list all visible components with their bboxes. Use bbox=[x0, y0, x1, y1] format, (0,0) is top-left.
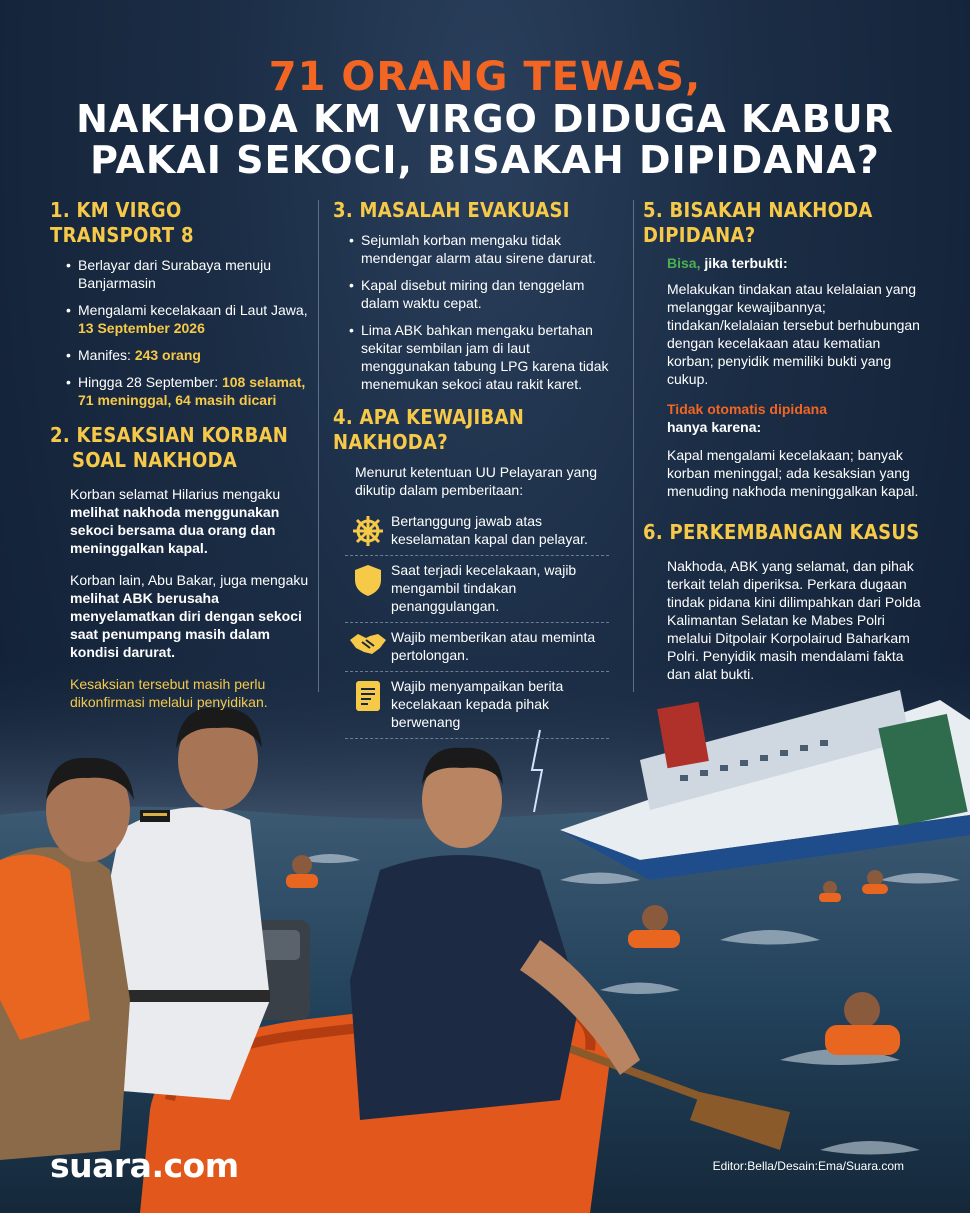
section2-testimony-1: Korban selamat Hilarius mengaku melihat nakhoda menggunakan sekoci bersama dua orang dan meninggalkan kapal. bbox=[70, 486, 281, 556]
document-icon bbox=[345, 677, 391, 713]
duty-text: Wajib menyampaikan berita kecelakaan kepada pihak berwenang bbox=[391, 678, 564, 730]
section5-yes-label: Bisa, jika terbukti: bbox=[667, 255, 788, 271]
section2-heading-line-2: SOAL NAKHODA bbox=[72, 448, 238, 472]
column-divider-right bbox=[633, 200, 634, 692]
column-right bbox=[643, 198, 928, 683]
section4 bbox=[333, 405, 613, 739]
duty-item bbox=[345, 556, 609, 623]
section5-heading: 5. BISAKAH NAKHODA DIPIDANA? bbox=[643, 198, 873, 247]
section2-heading-line-1: 2. KESAKSIAN KORBAN bbox=[50, 423, 289, 447]
section3-item-abk: • Lima ABK bahkan mengaku bertahan sekitar sembilan jam di laut menggunakan tabung LPG karena tidak menemukan sekoci atau rakit karet. bbox=[361, 321, 613, 393]
column-middle bbox=[333, 198, 613, 739]
section1-item-route: • Berlayar dari Surabaya menuju Banjarmasin bbox=[78, 256, 312, 292]
column-divider-left bbox=[318, 200, 319, 692]
ship-wheel-icon bbox=[345, 512, 391, 548]
section3-list bbox=[333, 231, 613, 393]
section5-no-text: Kapal mengalami kecelakaan; banyak korban meninggal; ada kesaksian yang menuding nakhoda meninggalkan kapal. bbox=[667, 447, 919, 499]
credit-line: Editor:Bella/Desain:Ema/Suara.com bbox=[712, 1159, 904, 1173]
duty-text: Wajib memberikan atau meminta pertolongan. bbox=[391, 629, 596, 663]
headline-line-3: PAKAI SEKOCI, BISAKAH DIPIDANA? bbox=[90, 138, 880, 183]
section5-no-label: Tidak otomatis dipidana hanya karena: bbox=[667, 401, 827, 435]
headline-line-2: NAKHODA KM VIRGO DIDUGA KABUR bbox=[76, 97, 894, 142]
section1-item-status: • Hingga 28 September: 108 selamat, 71 meninggal, 64 masih dicari bbox=[78, 373, 312, 409]
duty-item bbox=[345, 672, 609, 739]
section1-item-manifest: • Manifes: 243 orang bbox=[78, 346, 312, 364]
section5-yes-text: Melakukan tindakan atau kelalaian yang melanggar kewajibannya; tindakan/kelalaian tersebut berhubungan dengan kecelakaan atau kematian korban; penyidik memiliki bukti yang cukup. bbox=[667, 281, 920, 387]
section1-item-accident: • Mengalami kecelakaan di Laut Jawa, 13 September 2026 bbox=[78, 301, 312, 337]
section6-text: Nakhoda, ABK yang selamat, dan pihak terkait telah diperiksa. Perkara dugaan tindak pidana kini dilimpahkan dari Polda Kalimantan Selatan ke Mabes Polri melalui Ditpolair Korpolairud Baharkam Polri. Penyidik masih mendalami fakta dan alat bukti. bbox=[667, 558, 921, 682]
section4-heading: 4. APA KEWAJIBAN NAKHODA? bbox=[333, 405, 525, 454]
handshake-icon bbox=[345, 628, 391, 658]
section3-heading: 3. MASALAH EVAKUASI bbox=[333, 198, 570, 222]
shield-icon bbox=[345, 561, 391, 597]
headline-line-1: 71 ORANG TEWAS, bbox=[268, 54, 702, 100]
section4-intro: Menurut ketentuan UU Pelayaran yang dikutip dalam pemberitaan: bbox=[355, 464, 598, 498]
duty-item bbox=[345, 507, 609, 556]
duty-item bbox=[345, 623, 609, 672]
section2-note: Kesaksian tersebut masih perlu dikonfirmasi melalui penyidikan. bbox=[70, 676, 268, 710]
section1-list bbox=[50, 256, 312, 409]
headline bbox=[0, 56, 970, 181]
duty-text: Saat terjadi kecelakaan, wajib mengambil tindakan penanggulangan. bbox=[391, 562, 577, 614]
duty-list bbox=[345, 507, 609, 739]
section2-testimony-2: Korban lain, Abu Bakar, juga mengaku melihat ABK berusaha menyelamatkan diri dengan sekoci saat penumpang masih dalam kondisi darurat. bbox=[70, 572, 309, 660]
section6-heading: 6. PERKEMBANGAN KASUS bbox=[643, 520, 920, 544]
section1-heading: 1. KM VIRGO TRANSPORT 8 bbox=[50, 198, 194, 247]
section2 bbox=[50, 423, 312, 711]
section3-item-tilt: • Kapal disebut miring dan tenggelam dalam waktu cepat. bbox=[361, 276, 613, 312]
section6 bbox=[643, 520, 928, 683]
section3-item-alarm: • Sejumlah korban mengaku tidak mendengar alarm atau sirene darurat. bbox=[361, 231, 613, 267]
column-left bbox=[50, 198, 312, 711]
duty-text: Bertanggung jawab atas keselamatan kapal dan pelayar. bbox=[391, 513, 588, 547]
suara-logo: suara.com bbox=[50, 1146, 239, 1185]
